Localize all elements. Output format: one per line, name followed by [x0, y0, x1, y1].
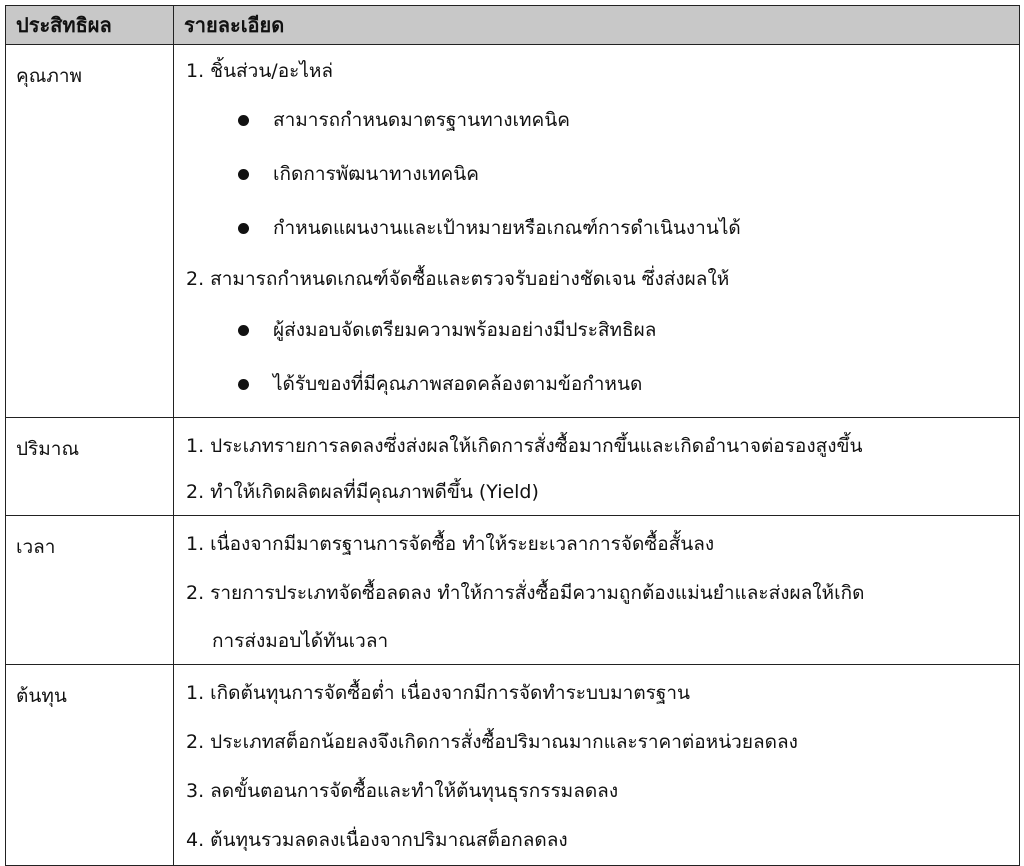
- bullet-item: [186, 93, 1019, 147]
- bullet-item: [186, 303, 1019, 357]
- row-detail-cost: [174, 665, 1020, 866]
- list-item: 1. ประเภทรายการลดลงซึ่งส่งผลให้เกิดการสั่งซื้อมากขึ้นและเกิดอำนาจต่อรองสูงขึ้น: [186, 435, 863, 458]
- list-item: 4. ต้นทุนรวมลดลงเนื่องจากปริมาณสต็อกลดลง: [186, 829, 568, 852]
- list-item: 1. ชิ้นส่วน/อะไหล่: [186, 59, 334, 82]
- row-detail-quantity: [174, 418, 1020, 516]
- list-item-continuation: การส่งมอบได้ทันเวลา: [212, 630, 389, 652]
- bullet-icon: [238, 115, 249, 126]
- list-item: 2. รายการประเภทจัดซื้อลดลง ทำให้การสั่งซื้อมีความถูกต้องแม่นยำและส่งผลให้เกิด: [186, 582, 865, 605]
- bullet-item: [186, 201, 1019, 255]
- list-item: 2. สามารถกำหนดเกณฑ์จัดซื้อและตรวจรับอย่างชัดเจน ซึ่งส่งผลให้: [186, 267, 730, 290]
- bullet-item: [186, 147, 1019, 201]
- bullet-text: สามารถกำหนดมาตรฐานทางเทคนิค: [273, 109, 570, 131]
- bullet-text: กำหนดแผนงานและเป้าหมายหรือเกณฑ์การดำเนินงานได้: [273, 217, 741, 239]
- row-label-quality: คุณภาพ: [6, 45, 174, 418]
- row-label-cost: ต้นทุน: [6, 665, 174, 866]
- bullet-text: ผู้ส่งมอบจัดเตรียมความพร้อมอย่างมีประสิทธิผล: [273, 319, 657, 341]
- row-label-time: เวลา: [6, 516, 174, 665]
- list-item: 1. เนื่องจากมีมาตรฐานการจัดซื้อ ทำให้ระยะเวลาการจัดซื้อสั้นลง: [186, 533, 715, 556]
- effectiveness-table: [5, 5, 1020, 866]
- table-row-quantity: [6, 418, 1020, 516]
- list-item: 2. ทำให้เกิดผลิตผลที่มีคุณภาพดีขึ้น (Yield): [186, 480, 539, 503]
- list-item: 1. เกิดต้นทุนการจัดซื้อต่ำ เนื่องจากมีการจัดทำระบบมาตรฐาน: [186, 682, 691, 705]
- bullet-icon: [238, 325, 249, 336]
- row-detail-quality: [174, 45, 1020, 418]
- row-label-quantity: ปริมาณ: [6, 418, 174, 516]
- header-detail: รายละเอียด: [174, 6, 1020, 45]
- bullet-item: [186, 357, 1019, 411]
- bullet-text: ได้รับของที่มีคุณภาพสอดคล้องตามข้อกำหนด: [273, 373, 643, 395]
- bullet-icon: [238, 379, 249, 390]
- table-row-cost: [6, 665, 1020, 866]
- header-row: [6, 6, 1020, 45]
- header-effect: ประสิทธิผล: [6, 6, 174, 45]
- bullet-text: เกิดการพัฒนาทางเทคนิค: [273, 163, 479, 185]
- bullet-icon: [238, 169, 249, 180]
- table-row-time: [6, 516, 1020, 665]
- list-item: 3. ลดขั้นตอนการจัดซื้อและทำให้ต้นทุนธุรกรรมลดลง: [186, 780, 619, 803]
- row-detail-time: [174, 516, 1020, 665]
- table-row-quality: [6, 45, 1020, 418]
- list-item: 2. ประเภทสต็อกน้อยลงจึงเกิดการสั่งซื้อปริมาณมากและราคาต่อหน่วยลดลง: [186, 731, 798, 754]
- bullet-icon: [238, 223, 249, 234]
